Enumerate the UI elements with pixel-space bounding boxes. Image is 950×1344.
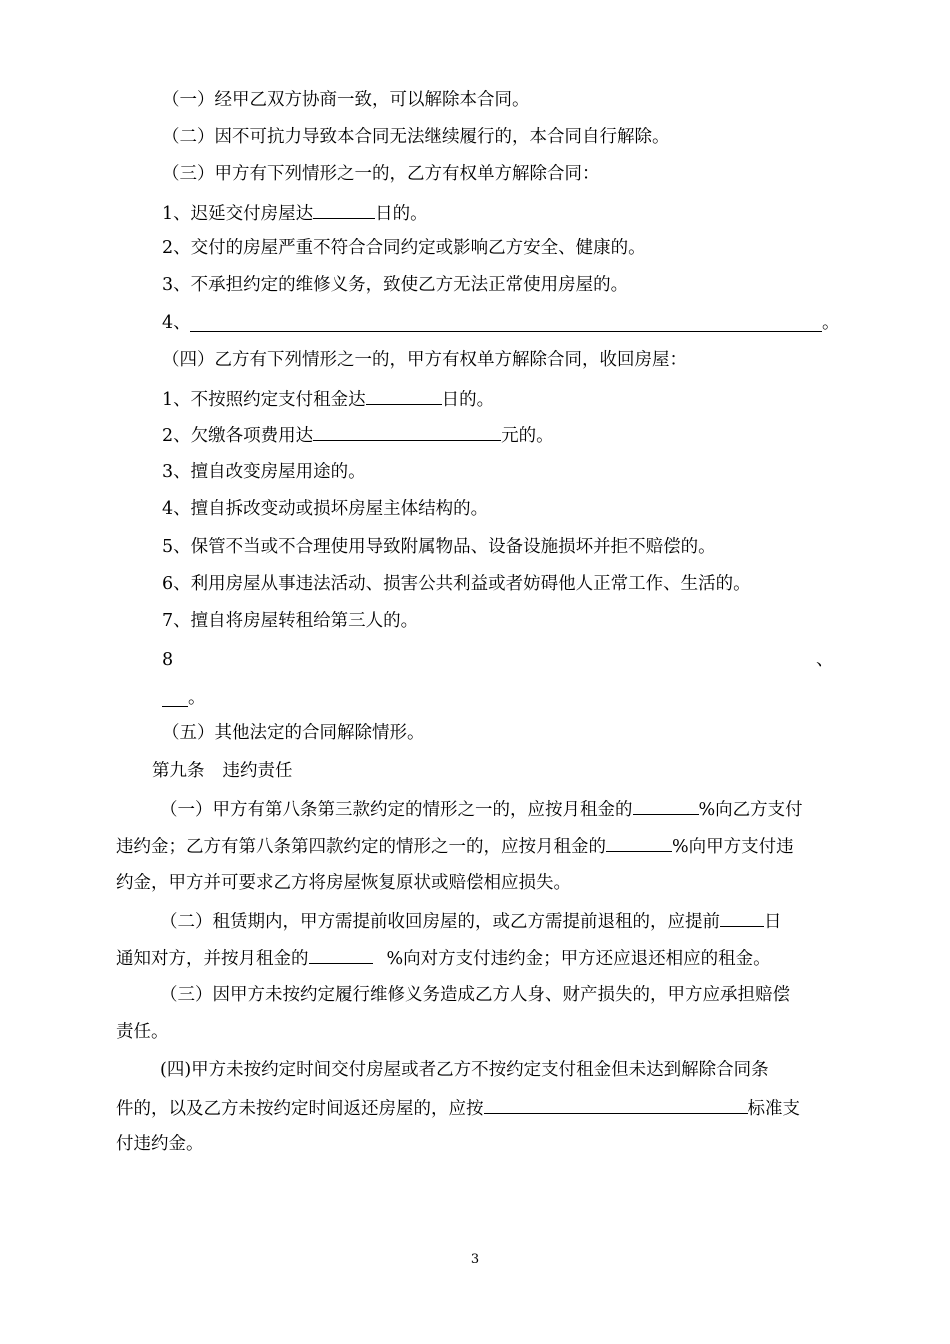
- clause-9-3-line-2: 责任。: [116, 1022, 169, 1042]
- fill-blank-percent: [309, 945, 373, 964]
- clause-8-3-item-4-end: 。: [822, 313, 840, 333]
- clause-9-4-line-2: [116, 1095, 800, 1121]
- article-9-heading: [152, 759, 293, 783]
- clause-text: 件的，以及乙方未按约定时间返还房屋的，应按: [116, 1099, 484, 1119]
- clause-text: （二）租赁期内，甲方需提前收回房屋的，或乙方需提前退租的，应提前: [160, 912, 720, 932]
- clause-8-3-item-2: 2、交付的房屋严重不符合合同约定或影响乙方安全、健康的。: [162, 238, 646, 258]
- clause-text: 1、不按照约定支付租金达: [162, 390, 366, 410]
- clause-8-3-item-1: [162, 200, 428, 226]
- article-title: 违约责任: [222, 761, 293, 781]
- fill-blank-days: [720, 908, 764, 927]
- clause-8-4-item-8: 8: [162, 650, 174, 670]
- clause-8-4-item-3: 3、擅自改变房屋用途的。: [162, 462, 366, 482]
- fill-blank-amount: [313, 422, 501, 441]
- clause-text: 日: [764, 912, 782, 932]
- clause-text: 标准支: [747, 1099, 800, 1119]
- clause-8-4-item-1: [162, 386, 494, 412]
- clause-8-3-item-4: [162, 311, 191, 335]
- clause-text: 通知对方，并按月租金的: [116, 949, 309, 969]
- clause-8-4-item-7: 7、擅自将房屋转租给第三人的。: [162, 611, 419, 631]
- page-number: 3: [470, 1252, 480, 1267]
- clause-9-1-line-3: 约金，甲方并可要求乙方将房屋恢复原状或赔偿相应损失。: [116, 873, 571, 893]
- clause-8-4-item-2: [162, 422, 554, 448]
- clause-text: %向乙方支付: [698, 800, 803, 820]
- fill-blank-percent: [606, 833, 672, 852]
- clause-8-3: （三）甲方有下列情形之一的，乙方有权单方解除合同：: [162, 164, 600, 184]
- fill-blank-days: [366, 386, 442, 405]
- fill-blank-days: [313, 200, 375, 219]
- clause-text: （一）甲方有第八条第三款约定的情形之一的，应按月租金的: [160, 800, 633, 820]
- clause-8-1: （一）经甲乙双方协商一致，可以解除本合同。: [162, 90, 530, 110]
- clause-9-2-line-1: [160, 908, 782, 934]
- clause-8-5: （五）其他法定的合同解除情形。: [162, 723, 425, 743]
- fill-blank-line: [190, 331, 822, 332]
- clause-9-3-line-1: （三）因甲方未按约定履行维修义务造成乙方人身、财产损失的，甲方应承担赔偿: [160, 985, 790, 1005]
- clause-8-4-item-8-mark: 、: [816, 650, 834, 670]
- clause-9-4-line-1: (四)甲方未按约定时间交付房屋或者乙方不按约定支付租金但未达到解除合同条: [160, 1060, 769, 1080]
- fill-blank-line: [162, 706, 188, 707]
- clause-8-3-item-3: 3、不承担约定的维修义务，致使乙方无法正常使用房屋的。: [162, 275, 629, 295]
- clause-8-4-item-4: 4、擅自拆改变动或损坏房屋主体结构的。: [162, 499, 489, 519]
- clause-text: 元的。: [501, 426, 554, 446]
- clause-8-2: （二）因不可抗力导致本合同无法继续履行的，本合同自行解除。: [162, 127, 670, 147]
- clause-8-4-item-5: 5、保管不当或不合理使用导致附属物品、设备设施损坏并拒不赔偿的。: [162, 537, 716, 557]
- clause-9-4-line-3: 付违约金。: [116, 1134, 204, 1154]
- clause-8-4-item-6: 6、利用房屋从事违法活动、损害公共利益或者妨碍他人正常工作、生活的。: [162, 574, 751, 594]
- clause-text: 1、迟延交付房屋达: [162, 204, 314, 224]
- clause-text: 日的。: [375, 204, 428, 224]
- fill-blank-standard: [484, 1095, 748, 1114]
- fill-blank-percent: [633, 796, 699, 815]
- clause-8-4: （四）乙方有下列情形之一的，甲方有权单方解除合同，收回房屋：: [162, 350, 687, 370]
- clause-text: 2、欠缴各项费用达: [162, 426, 314, 446]
- clause-9-2-line-2: [116, 945, 771, 971]
- clause-9-1-line-2: [116, 833, 794, 859]
- clause-text: 违约金；乙方有第八条第四款约定的情形之一的，应按月租金的: [116, 837, 606, 857]
- clause-text: %向甲方支付违: [672, 837, 794, 857]
- clause-text: 4、: [162, 313, 191, 333]
- clause-text: 日的。: [441, 390, 495, 410]
- article-number: 第九条: [152, 761, 205, 781]
- clause-8-4-item-8-end: 。: [188, 688, 206, 708]
- clause-9-1-line-1: [160, 796, 803, 822]
- clause-text: %向对方支付违约金；甲方还应退还相应的租金。: [386, 949, 771, 969]
